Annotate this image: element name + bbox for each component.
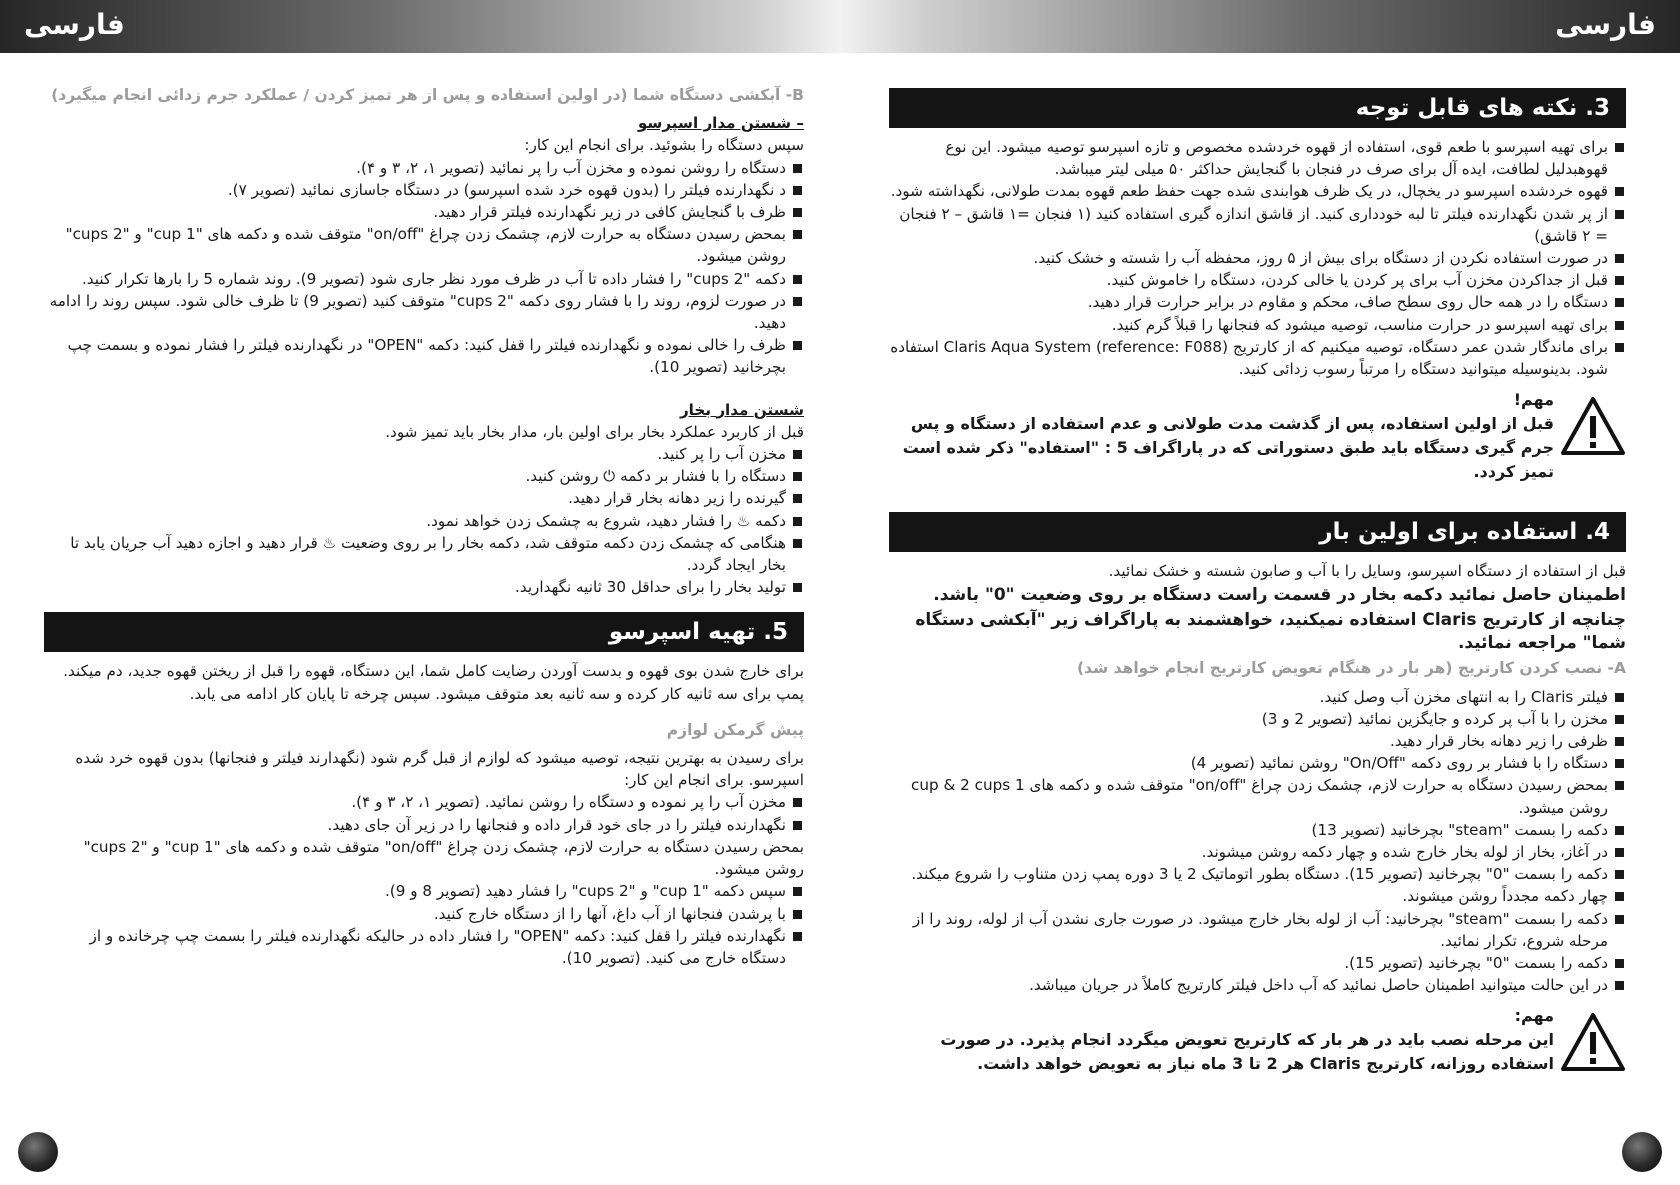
- language-label-right: فارسی: [1555, 8, 1656, 41]
- espresso-wash-intro: سپس دستگاه را بشوئید. برای انجام این کار:: [524, 136, 804, 155]
- list-item: سپس دکمه "1 cup" و "2 cups" را فشار دهید (تصویر 8 و 9).: [44, 880, 804, 902]
- list-item: دکمه را بسمت "steam" بچرخانید (تصویر 13): [889, 819, 1626, 841]
- cartridge-install-subheading: A- نصب کردن کارتریج (هر بار در هنگام تعویض کارتریج انجام خواهد شد): [1076, 659, 1626, 678]
- list-item: با پرشدن فنجانها از آب داغ، آنها را از دستگاه خارج کنید.: [44, 903, 804, 925]
- steam-wash-title: شستن مدار بخار: [679, 400, 804, 419]
- list-item: قبل از جداکردن مخزن آب برای پر کردن یا خالی کردن، دستگاه را خاموش کنید.: [889, 269, 1626, 291]
- right-page: [889, 88, 1626, 1076]
- language-label-left: فارسی: [24, 8, 125, 41]
- list-item: دکمه را بسمت "0" بچرخانید (تصویر 15).: [889, 952, 1626, 974]
- list-item: چهار دکمه مجدداً روشن میشوند.: [889, 885, 1626, 907]
- section-4-warning: [889, 1004, 1626, 1076]
- section-4-intro: قبل از استفاده از دستگاه اسپرسو، وسایل را با آب و صابون شسته و خشک نمائید.: [1108, 562, 1626, 581]
- page-marker-right: [1622, 1132, 1662, 1172]
- espresso-wash-list: [44, 157, 804, 379]
- preheat-middle: بمحض رسیدن دستگاه به حرارت لازم، چشمک زدن چراغ "on/off" متوقف شده و دکمه های "1 cup" و "2 cups" روشن میشود.: [83, 837, 804, 879]
- list-item: دکمه "2 cups" را فشار داده تا آب در ظرف مورد نظر جاری شود (تصویر 9). روند شماره 5 را بارها تکرار کنید.: [44, 268, 804, 290]
- rinse-subheading: B- آبکشی دستگاه شما (در اولین استفاده و پس از هر تمیز کردن / عملکرد جرم زدائی انجام میگیرد): [51, 86, 804, 104]
- list-item: ظرف را خالی نموده و نگهدارنده فیلتر را قفل کنید: دکمه "OPEN" در نگهدارنده فیلتر را فشار نموده و بسمت چپ بچرخانید (تصویر 10).: [44, 334, 804, 378]
- preheat-list: [44, 791, 804, 835]
- list-item: دستگاه را با فشار بر روی دکمه "On/Off" روشن نمائید (تصویر 4): [889, 752, 1626, 774]
- warning-triangle-icon: [1560, 396, 1626, 456]
- preheat-list-2: [44, 880, 804, 969]
- list-item: در آغاز، بخار از لوله بخار خارج شده و چهار دکمه روشن میشوند.: [889, 841, 1626, 863]
- list-item: بمحض رسیدن دستگاه به حرارت لازم، چشمک زدن چراغ "on/off" متوقف شده و دکمه های 1 cup & 2 cups روشن میشود.: [889, 774, 1626, 818]
- warning-text: قبل از اولین استفاده، پس از گذشت مدت طولانی و عدم استفاده از دستگاه و پس جرم گیری دستگاه باید طبق دستوراتی که در پاراگراف 5 : "استفاده" ذکر شده است تمیز کردد.: [902, 414, 1554, 482]
- list-item: دکمه را بسمت "0" بچرخانید (تصویر 15). دستگاه بطور اتوماتیک 2 یا 3 دوره پمپ زدن متناوب را شروع میکند.: [889, 863, 1626, 885]
- list-item: بمحض رسیدن دستگاه به حرارت لازم، چشمک زدن چراغ "on/off" متوقف شده و دکمه های "1 cup" و "2 cups" روشن میشود.: [44, 223, 804, 267]
- list-item: دستگاه را با فشار بر دکمه ⏻ روشن کنید.: [44, 465, 804, 487]
- steam-wash-list: [44, 443, 804, 598]
- warning-triangle-icon: [1560, 1012, 1626, 1072]
- list-item: دکمه را بسمت "steam" بچرخانید: آب از لوله بخار خارج میشود. در صورت جاری نشدن آب از لوله، روند را از مرحله شروع، تکرار نمائید.: [889, 908, 1626, 952]
- list-item: برای تهیه اسپرسو با طعم قوی، استفاده از قهوه خردشده مخصوص و تازه اسپرسو توصیه میشود. این نوع قهوهبدلیل لطافت، ایده آل برای صرف در فنجان با گنجایش حداکثر ۵۰ میلی لیتر میباشد.: [889, 136, 1626, 180]
- list-item: هنگامی که چشمک زدن دکمه متوقف شد، دکمه بخار را بر روی وضعیت ♨ قرار دهید و اجازه دهید آب جریان یابد تا بخار ایجاد گردد.: [44, 532, 804, 576]
- list-item: از پر شدن نگهدارنده فیلتر تا لبه خودداری کنید. از قاشق اندازه گیری استفاده کنید (۱ فنجان =۱ قاشق – ۲ فنجان = ۲ قاشق): [889, 203, 1626, 247]
- section-4-steam-notice: اطمینان حاصل نمائید دکمه بخار در قسمت راست دستگاه بر روی وضعیت "0" باشد.: [933, 585, 1626, 606]
- left-page: [44, 84, 804, 969]
- list-item: نگهدارنده فیلتر را در جای خود قرار داده و فنجانها را در زیر آن جای دهید.: [44, 814, 804, 836]
- warning-text: این مرحله نصب باید در هر بار که کارتریج تعویض میگردد انجام پذیرد. در صورت استفاده روزانه، کارتریج Claris هر 2 تا 3 ماه نیاز به تعویض خواهد داشت.: [940, 1030, 1554, 1074]
- list-item: ظرفی را زیر دهانه بخار قرار دهید.: [889, 730, 1626, 752]
- section-3-warning: [889, 388, 1626, 484]
- espresso-wash-title: – شستن مدار اسپرسو: [637, 114, 804, 133]
- list-item: دکمه ♨ را فشار دهید، شروع به چشمک زدن خواهد نمود.: [44, 510, 804, 532]
- warning-label: مهم!: [1513, 390, 1554, 410]
- list-item: ظرف با گنجایش کافی در زیر نگهدارنده فیلتر قرار دهید.: [44, 201, 804, 223]
- list-item: تولید بخار را برای حداقل 30 ثانیه نگهدارید.: [44, 576, 804, 598]
- list-item: مخزن آب را پر نموده و دستگاه را روشن نمائید. (تصویر ۱، ۲، ۳ و ۴).: [44, 791, 804, 813]
- list-item: دستگاه را در همه حال روی سطح صاف، محکم و مقاوم در برابر حرارت قرار دهید.: [889, 291, 1626, 313]
- page-marker-left: [18, 1132, 58, 1172]
- header-bar: [0, 0, 1680, 53]
- list-item: در صورت استفاده نکردن از دستگاه برای بیش از ۵ روز، محفظه آب را شسته و خشک کنید.: [889, 247, 1626, 269]
- list-item: فیلتر Claris را به انتهای مخزن آب وصل کنید.: [889, 686, 1626, 708]
- section-3-title: 3. نکته های قابل توجه: [889, 88, 1626, 128]
- list-item: مخزن را با آب پر کرده و جایگزین نمائید (تصویر 2 و 3): [889, 708, 1626, 730]
- list-item: برای ماندگار شدن عمر دستگاه، توصیه میکنیم که از کارتریج Claris Aqua System (reference: F088) استفاده شود. بدینوسیله میتوانید دستگاه را مرتباً رسوب زدائی کنید.: [889, 336, 1626, 380]
- list-item: برای تهیه اسپرسو در حرارت مناسب، توصیه میشود که فنجانها را قبلاً گرم کنید.: [889, 314, 1626, 336]
- list-item: د نگهدارنده فیلتر را (بدون قهوه خرد شده اسپرسو) در دستگاه جاسازی نمائید (تصویر ۷).: [44, 179, 804, 201]
- section-5-title: 5. تهیه اسپرسو: [44, 612, 804, 652]
- warning-label: مهم:: [1514, 1006, 1554, 1026]
- preheat-title: پیش گرمکن لوازم: [666, 720, 804, 739]
- list-item: دستگاه را روشن نموده و مخزن آب را پر نمائید (تصویر ۱، ۲، ۳ و ۴).: [44, 157, 804, 179]
- list-item: نگهدارنده فیلتر را قفل کنید: دکمه "OPEN" را فشار داده در حالیکه نگهدارنده فیلتر را بسمت چپ چرخانده و از دستگاه خارج می کنید. (تصویر 10).: [44, 925, 804, 969]
- steam-wash-intro: قبل از کاربرد عملکرد بخار برای اولین بار، مدار بخار باید تمیز شود.: [385, 422, 804, 441]
- list-item: مخزن آب را پر کنید.: [44, 443, 804, 465]
- section-5-intro: برای خارج شدن بوی قهوه و بدست آوردن رضایت کامل شما، این دستگاه، قهوه را قبل از ریختن قهوه جدید، دم میکند. پمپ برای سه ثانیه کار کرده و سه ثانیه بعد متوقف میشود. سپس چرخه تا پایان کار ادامه می یابد.: [63, 662, 804, 703]
- list-item: در این حالت میتوانید اطمینان حاصل نمائید که آب داخل فیلتر کارتریج کاملاً در جریان میباشد.: [889, 974, 1626, 996]
- list-item: در صورت لزوم، روند را با فشار روی دکمه "2 cups" متوقف کنید (تصویر 9) تا ظرف خالی شود. سپس روند را ادامه دهید.: [44, 290, 804, 334]
- list-item: گیرنده را زیر دهانه بخار قرار دهید.: [44, 487, 804, 509]
- section-4-list: [889, 686, 1626, 997]
- section-4-claris-notice: چنانچه از کارتریج Claris استفاده نمیکنید، خواهشمند به پاراگراف زیر "آبکشی دستگاه شما" مراجعه نمائید.: [915, 610, 1626, 654]
- section-3-list: [889, 136, 1626, 380]
- section-4-title: 4. استفاده برای اولین بار: [889, 512, 1626, 552]
- preheat-intro: برای رسیدن به بهترین نتیجه، توصیه میشود که لوازم از قبل گرم شود (نگهدارند فیلتر و فنجانها) بدون قهوه خرد شده اسپرسو. برای انجام این کار:: [75, 749, 804, 790]
- list-item: قهوه خردشده اسپرسو در یخچال، در یک ظرف هوابندی شده جهت حفظ طعم قهوه بمدت طولانی، نگهداشته شود.: [889, 180, 1626, 202]
